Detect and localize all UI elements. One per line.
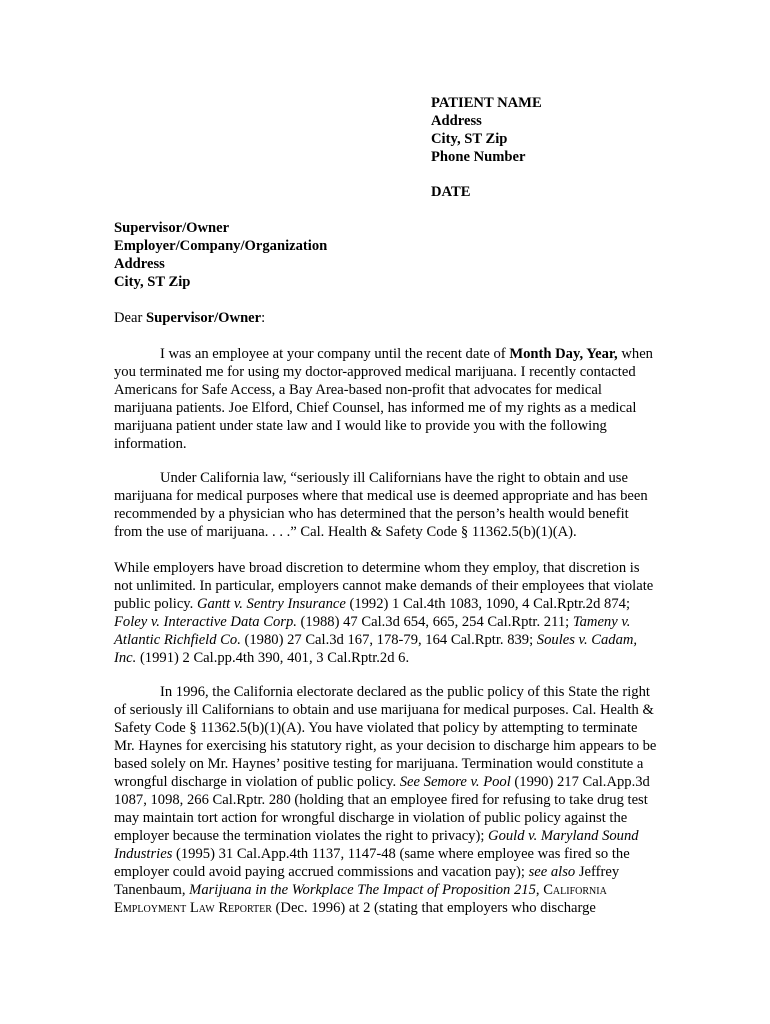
sender-address: Address (431, 113, 482, 129)
text-run: , (535, 882, 544, 898)
text-run: (1995) 31 Cal.App.4th 1137, 1147-48 (same where employee was fired so the (172, 846, 630, 862)
case-citation: See Semore v. Pool (399, 774, 511, 790)
paragraph-line: recommended by a physician who has determined that the person’s health would benefit (114, 506, 629, 522)
sender-phone: Phone Number (431, 149, 526, 165)
salutation (114, 309, 265, 327)
recipient-city: City, ST Zip (114, 274, 191, 290)
publication-name: California (543, 882, 607, 898)
paragraph-line: In 1996, the California electorate declared as the public policy of this State the right (160, 684, 650, 700)
paragraph-line (114, 827, 679, 845)
text-run: employer could avoid paying accrued commissions and vacation pay); (114, 864, 529, 880)
text-run: wrongful discharge in violation of public policy. (114, 774, 400, 790)
letter-date: DATE (431, 184, 471, 200)
paragraph-line (114, 863, 679, 881)
text-run: employer because the termination violates the right to privacy); (114, 828, 489, 844)
salutation-name: Supervisor/Owner (146, 310, 262, 326)
paragraph-line: marijuana patient under state law and I would like to provide you with the following (114, 418, 607, 434)
paragraph-line: marijuana for medical purposes where that medical use is deemed appropriate and has been (114, 488, 648, 504)
paragraph-line: information. (114, 436, 187, 452)
paragraph-line (114, 881, 679, 899)
text-run: (1988) 47 Cal.3d 654, 665, 254 Cal.Rptr. 211; (296, 614, 573, 630)
case-citation: Inc. (114, 650, 137, 666)
article-title: Marijuana in the Workplace The Impact of Proposition 215 (189, 882, 536, 898)
sender-city: City, ST Zip (431, 131, 508, 147)
text-run: (1980) 27 Cal.3d 167, 178-79, 164 Cal.Rptr. 839; (240, 632, 537, 648)
paragraph-line (114, 345, 679, 363)
salutation-prefix: Dear (114, 310, 147, 326)
paragraph-employer-discretion (114, 559, 679, 667)
case-citation: Tameny v. (572, 614, 631, 630)
paragraph-line: may maintain tort action for wrongful discharge in violation of public policy against the (114, 810, 628, 826)
paragraph-line: Mr. Haynes for exercising his statutory right, as your decision to discharge him appears to be (114, 738, 657, 754)
text-run: public policy. (114, 596, 197, 612)
paragraph-line (114, 649, 679, 667)
text-run: when (617, 346, 653, 362)
salutation-suffix: : (261, 310, 266, 326)
text-run: Tanenbaum, (114, 882, 190, 898)
paragraph-line: 1087, 1098, 266 Cal.Rptr. 280 (holding that an employee fired for refusing to take drug test (114, 792, 648, 808)
paragraph-line: Under California law, “seriously ill Californians have the right to obtain and use (160, 470, 628, 486)
case-citation: Industries (114, 846, 173, 862)
paragraph-line (114, 631, 679, 649)
text-run: (1992) 1 Cal.4th 1083, 1090, 4 Cal.Rptr.2d 874; (345, 596, 630, 612)
recipient-title: Supervisor/Owner (114, 220, 230, 236)
paragraph-line: Americans for Safe Access, a Bay Area-based non-profit that advocates for medical (114, 382, 602, 398)
publication-name: Employment Law Reporter (114, 900, 272, 916)
text-run: (1991) 2 Cal.pp.4th 390, 401, 3 Cal.Rptr.2d 6. (136, 650, 410, 666)
paragraph-line: from the use of marijuana. . . .” Cal. Health & Safety Code § 11362.5(b)(1)(A). (114, 524, 577, 540)
termination-date: Month Day, Year, (509, 346, 618, 362)
text-run: I was an employee at your company until the recent date of (160, 346, 510, 362)
paragraph-line (114, 773, 679, 791)
recipient-org: Employer/Company/Organization (114, 238, 328, 254)
text-run: (Dec. 1996) at 2 (stating that employers who discharge (271, 900, 596, 916)
sender-block (431, 94, 731, 166)
case-citation: Soules v. Cadam, (536, 632, 638, 648)
case-citation: Atlantic Richfield Co. (114, 632, 241, 648)
paragraph-line: marijuana patients. Joe Elford, Chief Counsel, has informed me of my rights as a medical (114, 400, 637, 416)
paragraph-line: While employers have broad discretion to determine whom they employ, that discretion is (114, 560, 640, 576)
paragraph-line: based solely on Mr. Haynes’ positive testing for marijuana. Termination would constitute a (114, 756, 644, 772)
text-run: (1990) 217 Cal.App.3d (510, 774, 650, 790)
paragraph-line (114, 613, 679, 631)
paragraph-line (114, 899, 679, 917)
recipient-block (114, 219, 514, 291)
citation-signal: see also (528, 864, 576, 880)
paragraph-line (114, 845, 679, 863)
recipient-address: Address (114, 256, 165, 272)
paragraph-line: you terminated me for using my doctor-approved medical marijuana. I recently contacted (114, 364, 636, 380)
case-citation: Gantt v. Sentry Insurance (196, 596, 346, 612)
paragraph-public-policy (114, 683, 679, 917)
paragraph-intro (114, 345, 679, 453)
paragraph-california-law (114, 469, 679, 541)
paragraph-line: of seriously ill Californians to obtain and use marijuana for medical purposes. Cal. Health & (114, 702, 654, 718)
paragraph-line (114, 595, 679, 613)
text-run: Jeffrey (575, 864, 620, 880)
paragraph-line: not unlimited. In particular, employers cannot make demands of their employees that violate (114, 578, 654, 594)
case-citation: Gould v. Maryland Sound (488, 828, 639, 844)
sender-name: PATIENT NAME (431, 95, 542, 111)
case-citation: Foley v. Interactive Data Corp. (114, 614, 297, 630)
paragraph-line: Safety Code § 11362.5(b)(1)(A). You have violated that policy by attempting to terminate (114, 720, 638, 736)
